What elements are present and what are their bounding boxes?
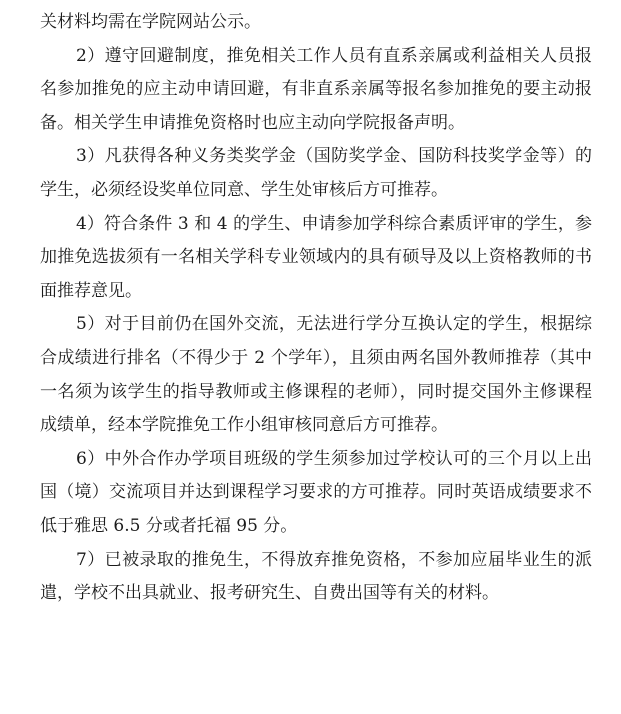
paragraph-item-4: 4）符合条件 3 和 4 的学生、申请参加学科综合素质评审的学生，参加推免选拔须有一名相关学科专业领域内的具有硕导及以上资格教师的书面推荐意见。: [40, 213, 592, 301]
paragraph-item-3: 3）凡获得各种义务类奖学金（国防奖学金、国防科技奖学金等）的学生，必须经设奖单位同意、学生处审核后方可推荐。: [40, 146, 592, 200]
document-body: [40, 6, 592, 611]
paragraph-item-7: 7）已被录取的推免生，不得放弃推免资格，不参加应届毕业生的派遣，学校不出具就业、报考研究生、自费出国等有关的材料。: [40, 549, 592, 604]
paragraph-item-2: 2）遵守回避制度，推免相关工作人员有直系亲属或利益相关人员报名参加推免的应主动申请回避，有非直系亲属等报名参加推免的要主动报备。相关学生申请推免资格时也应主动向学院报备声明。: [40, 45, 592, 133]
paragraph-item-6: 6）中外合作办学项目班级的学生须参加过学校认可的三个月以上出国（境）交流项目并达到课程学习要求的方可推荐。同时英语成绩要求不低于雅思 6.5 分或者托福 95 分。: [40, 448, 592, 536]
paragraph-item-5: 5）对于目前仍在国外交流，无法进行学分互换认定的学生，根据综合成绩进行排名（不得少于 2 个学年），且须由两名国外教师推荐（其中一名须为该学生的指导教师或主修课程的老师），同时提交国外主修课程成绩单，经本学院推免工作小组审核同意后方可推荐。: [40, 314, 592, 436]
paragraph-continuation: 关材料均需在学院网站公示。: [40, 12, 261, 32]
